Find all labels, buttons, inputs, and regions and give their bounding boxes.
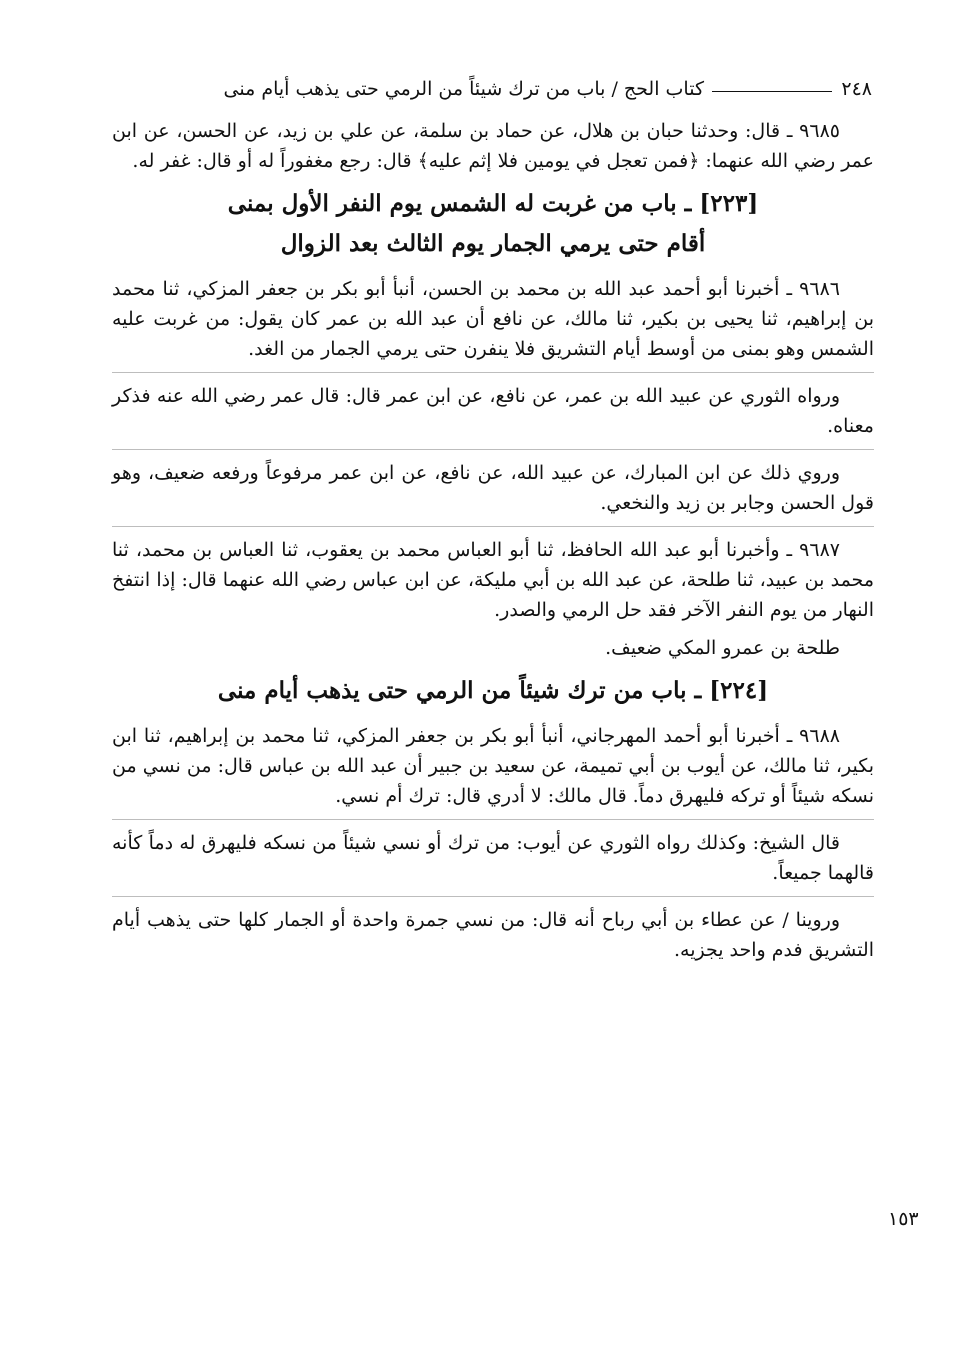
section-title-223 — [112, 184, 874, 264]
commentary-thawri: ورواه الثوري عن عبيد الله بن عمر، عن نافع، عن ابن عمر قال: قال عمر رضي الله عنه فذكر معناه. — [112, 385, 874, 437]
paragraph-divider — [112, 819, 874, 820]
commentary-ata: وروينا / عن عطاء بن أبي رباح أنه قال: من نسي جمرة واحدة أو الجمار كلها حتى يذهب أيام التشريق فدم واحد يجزيه. — [112, 909, 874, 961]
header-rule — [712, 91, 832, 92]
page-number: ٢٤٨ — [841, 78, 872, 100]
page-body — [112, 116, 874, 973]
commentary-talha: طلحة بن عمرو المكي ضعيف. — [605, 637, 840, 659]
page-header — [115, 78, 872, 108]
commentary-sheikh: قال الشيخ: وكذلك رواه الثوري عن أيوب: من ترك أو نسي شيئاً من نسكه فليهرق له دماً كأنه قالهما جميعاً. — [112, 832, 874, 884]
hadith-9686: ٩٦٨٦ ـ أخبرنا أبو أحمد عبد الله بن محمد بن الحسن، أنبأ أبو بكر بن جعفر المزكي، ثنا محمد بن إبراهيم، ثنا يحيى بن بكير، ثنا مالك، عن نافع أن عبد الله بن عمر كان يقول: من غربت عليه الشمس وهو بمنى من أوسط أيام التشريق فلا ينفرن حتى يرمي الجمار من الغد. — [112, 278, 874, 360]
margin-reference-number: ١٥٣ — [888, 1208, 919, 1230]
paragraph-divider — [112, 896, 874, 897]
section-title-223-line-1: [٢٢٣] ـ باب من غربت له الشمس يوم النفر الأول بمنى — [227, 190, 759, 217]
hadith-9687: ٩٦٨٧ ـ وأخبرنا أبو عبد الله الحافظ، ثنا أبو العباس محمد بن يعقوب، ثنا العباس بن محمد، ثنا محمد بن عبيد، ثنا طلحة، عن عبد الله بن أبي مليكة، عن ابن عباس رضي الله عنهما قال: إذا انتفخ النهار من يوم النفر الآخر فقد حل الرمي والصدر. — [112, 539, 874, 621]
running-title: كتاب الحج / باب من ترك شيئاً من الرمي حتى يذهب أيام منى — [223, 78, 704, 100]
paragraph-divider — [112, 526, 874, 527]
hadith-9688: ٩٦٨٨ ـ أخبرنا أبو أحمد المهرجاني، أنبأ أبو بكر بن جعفر المزكي، ثنا محمد بن إبراهيم، ثنا ابن بكير، ثنا مالك، عن أيوب بن أبي تميمة، عن سعيد بن جبير أن عبد الله بن عباس قال: من نسي من نسكه شيئاً أو تركه فليهرق دماً. قال مالك: لا أدري قال: ترك أم نسي. — [112, 725, 874, 807]
section-title-224 — [112, 671, 874, 711]
paragraph-divider — [112, 372, 874, 373]
paragraph-divider — [112, 449, 874, 450]
section-title-223-line-2: أقام حتى يرمي الجمار يوم الثالث بعد الزوال — [280, 230, 706, 257]
section-title-224-line-1: [٢٢٤] ـ باب من ترك شيئاً من الرمي حتى يذهب أيام منى — [217, 677, 769, 704]
commentary-mubarak: وروي ذلك عن ابن المبارك، عن عبيد الله، عن نافع، عن ابن عمر مرفوعاً ورفعه ضعيف، وهو قول الحسن وجابر بن زيد والنخعي. — [112, 462, 874, 514]
hadith-9685: ٩٦٨٥ ـ قال: وحدثنا حبان بن هلال، عن حماد بن سلمة، عن علي بن زيد، عن الحسن، عن ابن عمر رضي الله عنهما: ﴿فمن تعجل في يومين فلا إثم عليه﴾ قال: رجع مغفوراً له أو قال: غفر له. — [112, 120, 874, 172]
